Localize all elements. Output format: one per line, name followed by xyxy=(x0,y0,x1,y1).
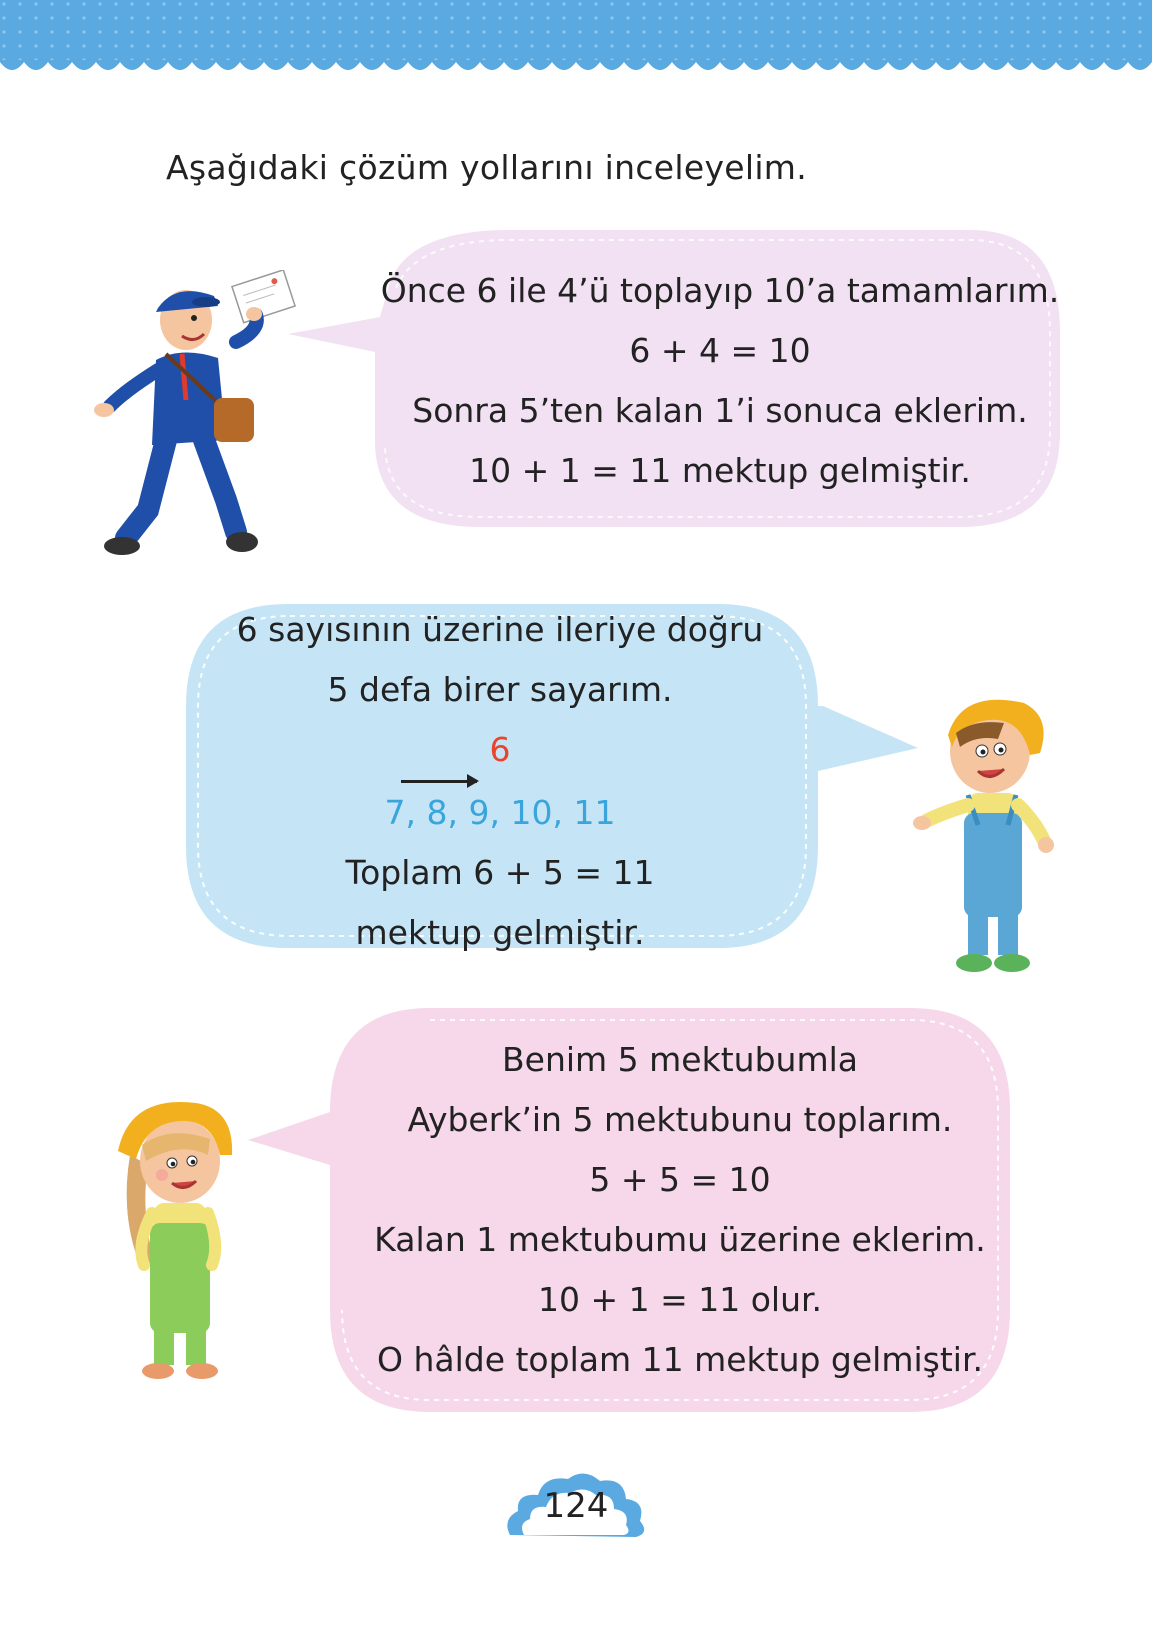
instruction-text: Aşağıdaki çözüm yollarını inceleyelim. xyxy=(166,148,808,187)
start-number: 6 xyxy=(489,729,511,769)
bubble2-line-4: Toplam 6 + 5 = 11 xyxy=(345,852,655,892)
bubble3-line-2: Ayberk’in 5 mektubunu toplarım. xyxy=(407,1100,953,1139)
boy-character-illustration xyxy=(912,695,1062,985)
bubble-boy-text xyxy=(190,609,810,952)
bubble-girl-text xyxy=(340,1024,1020,1396)
top-wave-band xyxy=(0,0,1152,90)
bubble-postman-text xyxy=(380,246,1060,516)
bubble3-line-4: Kalan 1 mektubumu üzerine eklerim. xyxy=(374,1220,986,1259)
bubble3-line-3: 5 + 5 = 10 xyxy=(589,1160,771,1199)
page-number: 124 xyxy=(543,1486,609,1526)
bubble1-line-4: 10 + 1 = 11 mektup gelmiştir. xyxy=(469,451,971,490)
bubble2-line-5: mektup gelmiştir. xyxy=(355,912,645,952)
bubble2-sequence-line xyxy=(385,720,616,843)
bubble3-line-1: Benim 5 mektubumla xyxy=(502,1040,858,1079)
girl-character-illustration xyxy=(100,1095,250,1395)
bubble2-line-1: 6 sayısının üzerine ileriye doğru xyxy=(236,609,764,649)
bubble1-line-2: 6 + 4 = 10 xyxy=(629,331,811,370)
bubble1-line-1: Önce 6 ile 4’ü toplayıp 10’a tamamlarım. xyxy=(380,271,1060,310)
bubble2-line-2: 5 defa birer sayarım. xyxy=(327,669,673,709)
right-arrow-icon xyxy=(401,780,477,783)
bubble1-line-3: Sonra 5’ten kalan 1’i sonuca eklerim. xyxy=(412,391,1028,430)
postman-character-illustration xyxy=(86,270,306,570)
bubble3-line-6: O hâlde toplam 11 mektup gelmiştir. xyxy=(376,1340,983,1379)
counting-sequence: 7, 8, 9, 10, 11 xyxy=(384,792,616,832)
bubble3-line-5: 10 + 1 = 11 olur. xyxy=(537,1280,823,1319)
